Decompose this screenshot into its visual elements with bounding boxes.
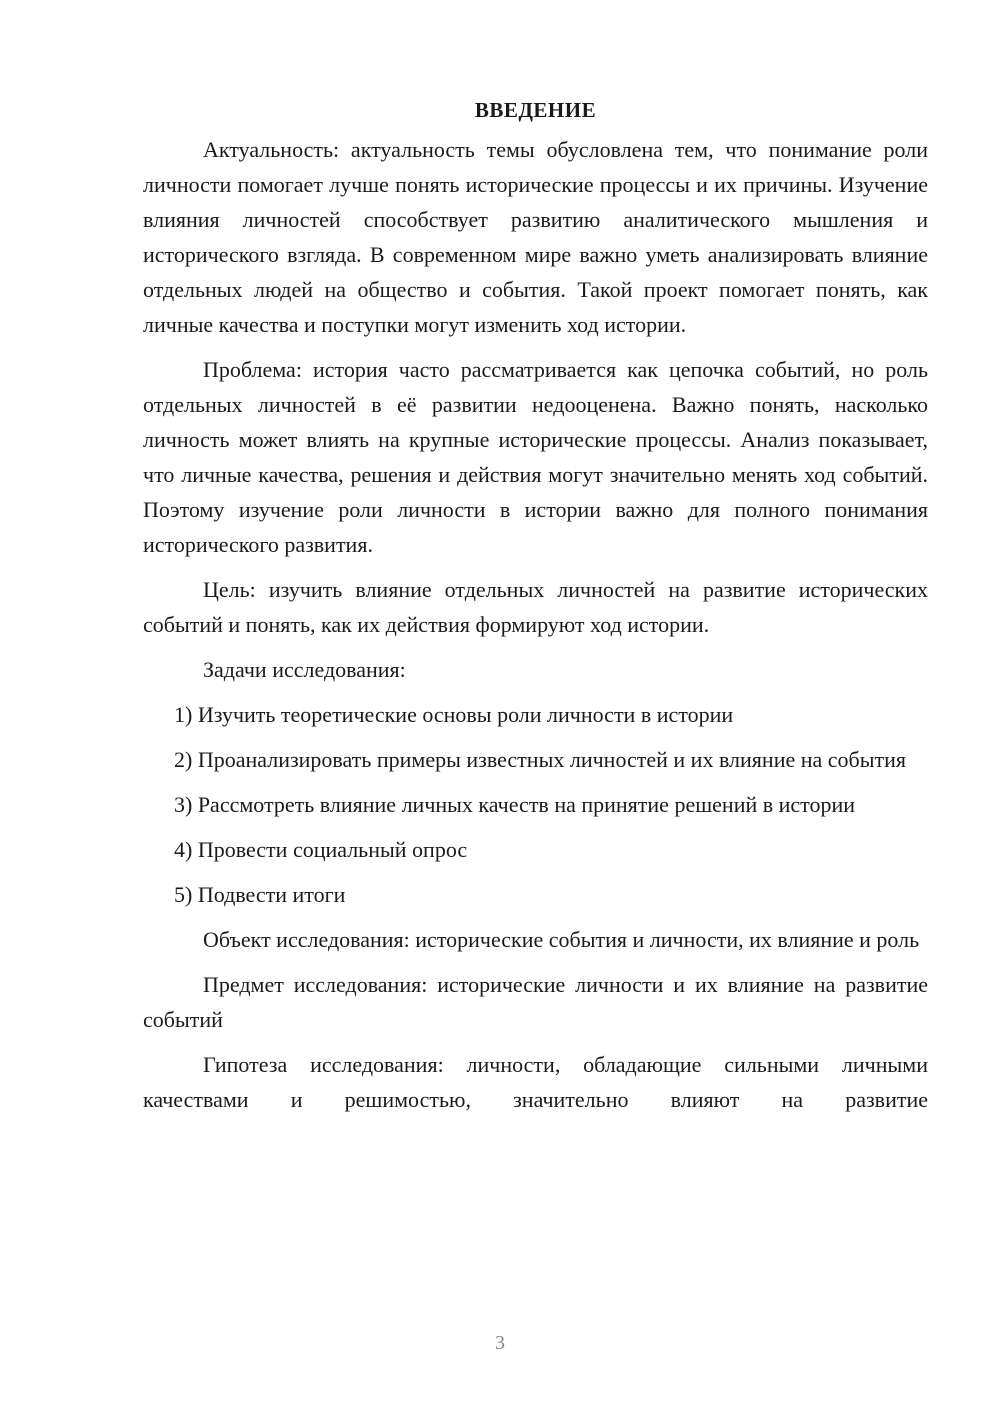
object-paragraph: Объект исследования: исторические события и личности, их влияние и роль (203, 927, 920, 952)
relevance-paragraph: Актуальность: актуальность темы обусловлена тем, что понимание роли личности помогает лучше понять исторические процессы и их причины. Изучение влияния личностей способствует развитию аналитического мышления и исторического взгляда. В современном мире важно уметь анализировать влияние отдельных людей на общество и события. Такой проект помогает понять, как личные качества и поступки могут изменить ход истории. (143, 137, 928, 337)
section-title: ВВЕДЕНИЕ (474, 98, 597, 122)
task-item-4: 4) Провести социальный опрос (174, 837, 468, 862)
subject-paragraph: Предмет исследования: исторические личности и их влияние на развитие событий (143, 972, 928, 1032)
problem-paragraph: Проблема: история часто рассматривается как цепочка событий, но роль отдельных личностей в её развитии недооценена. Важно понять, насколько личность может влиять на крупные исторические процессы. Анализ показывает, что личные качества, решения и действия могут значительно менять ход событий. Поэтому изучение роли личности в истории важно для полного понимания исторического развития. (143, 357, 928, 557)
task-item-5: 5) Подвести итоги (174, 882, 346, 907)
page-number: 3 (495, 1332, 505, 1354)
tasks-heading: Задачи исследования: (203, 657, 406, 682)
goal-paragraph: Цель: изучить влияние отдельных личностей на развитие исторических событий и понять, как их действия формируют ход истории. (143, 577, 928, 637)
hypothesis-paragraph: Гипотеза исследования: личности, обладающие сильными личными качествами и решимостью, значительно влияют на развитие (143, 1052, 928, 1112)
task-item-3: 3) Рассмотреть влияние личных качеств на принятие решений в истории (174, 792, 856, 817)
task-item-2: 2) Проанализировать примеры известных личностей и их влияние на события (174, 747, 907, 772)
document-page (143, 88, 928, 1127)
task-item-1: 1) Изучить теоретические основы роли личности в истории (174, 702, 734, 727)
